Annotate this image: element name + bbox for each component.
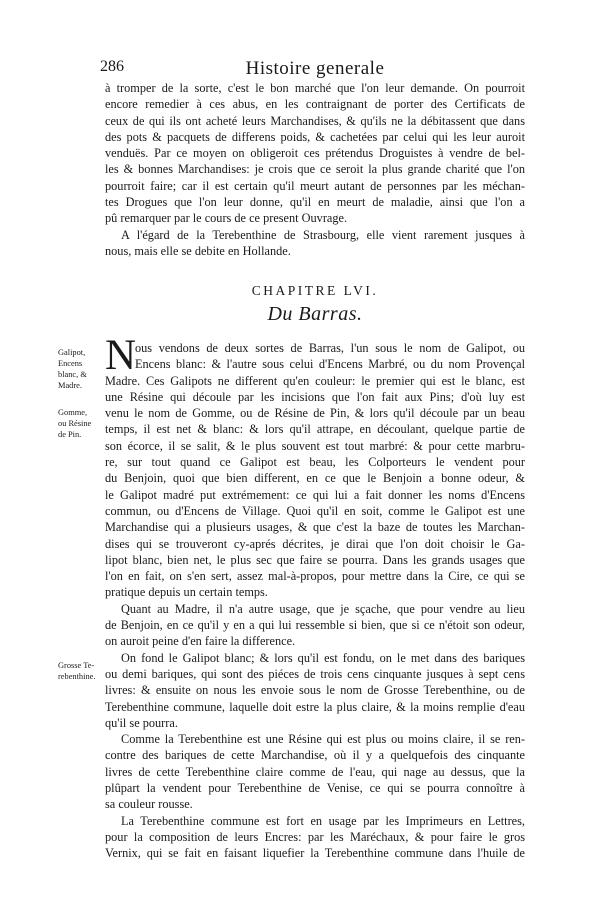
text-line: temps, il est net & blanc: & lors qu'il attrape, en découlant, quelque partie de [105, 422, 525, 437]
margin-note-line: de Pin. [58, 430, 82, 439]
text-line: l'on en fait, on s'en sert, assez mal-à-propos, pour mettre dans la Cire, ce qui se [105, 569, 525, 584]
text-line: pû remarquer par le cours de ce present Ouvrage. [105, 211, 348, 226]
margin-note-grosse-terebenthine [58, 660, 108, 682]
text-line: livres: & ensuite on nous les envoie sous le nom de Grosse Terebenthine, ou de [105, 683, 525, 698]
margin-note-gomme [58, 407, 108, 440]
running-title: Histoire generale [245, 58, 385, 79]
page-header [100, 58, 530, 80]
chapter-title: Du Barras. [267, 303, 363, 325]
text-line: à tromper de la sorte, c'est le bon marché que l'on leur demande. On pourroit [105, 81, 525, 95]
text-line: On fond le Galipot blanc; & lors qu'il est fondu, on le met dans des bariques [121, 650, 525, 665]
text-line: Encens blanc: & l'autre sous celui d'Encens Marbré, ou du nom Provençal [135, 357, 525, 372]
margin-note-line: Madre. [58, 381, 82, 390]
text-line: le Galipot madré put extrémement: ce qui lui a fait donner les noms d'Encens [105, 487, 525, 502]
text-line: tes Drogues que l'on leur donne, qu'il en meurt de maladie, ainsi que l'on a [105, 195, 525, 210]
chapter-heading: CHAPITRE LVI. [251, 283, 379, 298]
margin-note-line: Galipot, [58, 348, 86, 357]
text-line: du Benjoin, quoi que bien different, en ce que le Benjoin a bonne odeur, & [105, 471, 525, 486]
margin-note-line: Gomme, [58, 408, 88, 417]
page-number: 286 [100, 58, 124, 75]
text-line: Quant au Madre, il n'a autre usage, que je sçache, que pour vendre au lieu [121, 601, 525, 616]
text-line: pratique depuis un certain temps. [105, 585, 268, 600]
text-line: venu le nom de Gomme, ou de Résine de Pin, & lors qu'il découle par un beau [105, 406, 525, 421]
text-line: pour la composition de leurs Encres: par les Maréchaux, & pour faire le gros [105, 829, 525, 844]
text-line: qu'il se pourra. [105, 715, 178, 730]
text-line: Madre. Ces Galipots ne different qu'en couleur: le premier qui est le blanc, est [105, 373, 525, 388]
margin-note-line: Encens [58, 359, 83, 368]
text-line: ous vendons de deux sortes de Barras, l'un sous le nom de Galipot, ou [135, 341, 525, 355]
text-line: pourroit faire; car il est certain qu'il meurt autant de personnes par les méchan- [105, 178, 525, 193]
text-line: de Benjoin, en ce qu'il y en a qui lui ressemble si bien, que si ce n'étoit son odeur, [105, 618, 525, 633]
text-line: re, sur tout quand ce Galipot est beau, les Colporteurs le vendent pour [105, 455, 525, 470]
text-line: Terebenthine commune, laquelle doit estre la plus claire, & la moins remplie d'eau [105, 699, 525, 714]
text-line: venduës. Par ce moyen on obligeroit ces prétendus Droguistes à vendre de bel- [105, 146, 525, 161]
margin-note-line: blanc, & [58, 370, 87, 379]
margin-note-line: rebenthine. [58, 672, 96, 681]
text-line: sa couleur rousse. [105, 797, 193, 812]
margin-note-line: ou Résine [58, 419, 92, 428]
chapter-body [105, 340, 525, 862]
text-line: ceux de qui ils ont acheté leurs Marchandises, & qu'ils ne la débitassent que dans [105, 113, 525, 128]
text-line: dises qui se trouveront cy-aprés décrites, je dirai que l'on doit choisir le Ga- [105, 536, 525, 551]
text-line: les & bonnes Marchandises: je crois que ce seroit la plus grande charité que l'on [105, 162, 525, 177]
text-line: La Terebenthine commune est fort en usage par les Imprimeurs en Lettres, [121, 813, 525, 828]
text-line: lipot blanc, bien net, le plus sec que faire se pourra. Dans les grands usages que [105, 552, 525, 567]
text-line: son écorce, il se salit, & le plus souvent est tout marbré: & pour cette marbru- [105, 438, 525, 453]
text-line: plûpart la vendent pour Terebenthine de Venise, ce qui se pourra connoître à [105, 781, 525, 796]
margin-note-galipot [58, 347, 108, 391]
top-paragraphs [105, 80, 525, 259]
text-line: nous, mais elle se debite en Hollande. [105, 243, 291, 258]
text-line: Comme la Terebenthine est une Résine qui est plus ou moins claire, il se ren- [121, 732, 525, 747]
text-line: des pots & pacquets de differens poids, & cachetées par celui qui les leur auroit [105, 129, 525, 144]
text-line: ou demi bariques, qui sont des piéces de trois cens cinquante jusques à sept cens [105, 666, 525, 681]
text-line: livres de cette Terebenthine claire comme de l'eau, qui nage au dessus, que la [105, 764, 525, 779]
text-line: commun, ou d'Encens de Village. Quoi qu'il en soit, comme le Galipot est une [105, 503, 525, 518]
text-line: on auroit peine d'en faire la difference. [105, 634, 296, 649]
text-line: A l'égard de la Terebenthine de Strasbourg, elle vient rarement jusques à [121, 227, 525, 242]
text-line: encore remedier à ces abus, en les contraignant de porter des Certificats de [105, 97, 525, 112]
text-line: une Résine qui découle par les incisions que l'on fait aux Pins; d'où luy est [105, 389, 525, 404]
margin-note-line: Grosse Te- [58, 661, 95, 670]
text-line: contre des bariques de cette Marchandise, où il y a quelquefois des cinquante [105, 748, 525, 763]
text-line: Vernix, qui se fait en faisant liquefier la Terebenthine commune dans l'huile de [105, 846, 525, 861]
text-line: Marchandise qui a plusieurs usages, & que c'est la baze de toutes les Marchan- [105, 520, 525, 535]
drop-cap: N [105, 332, 137, 379]
